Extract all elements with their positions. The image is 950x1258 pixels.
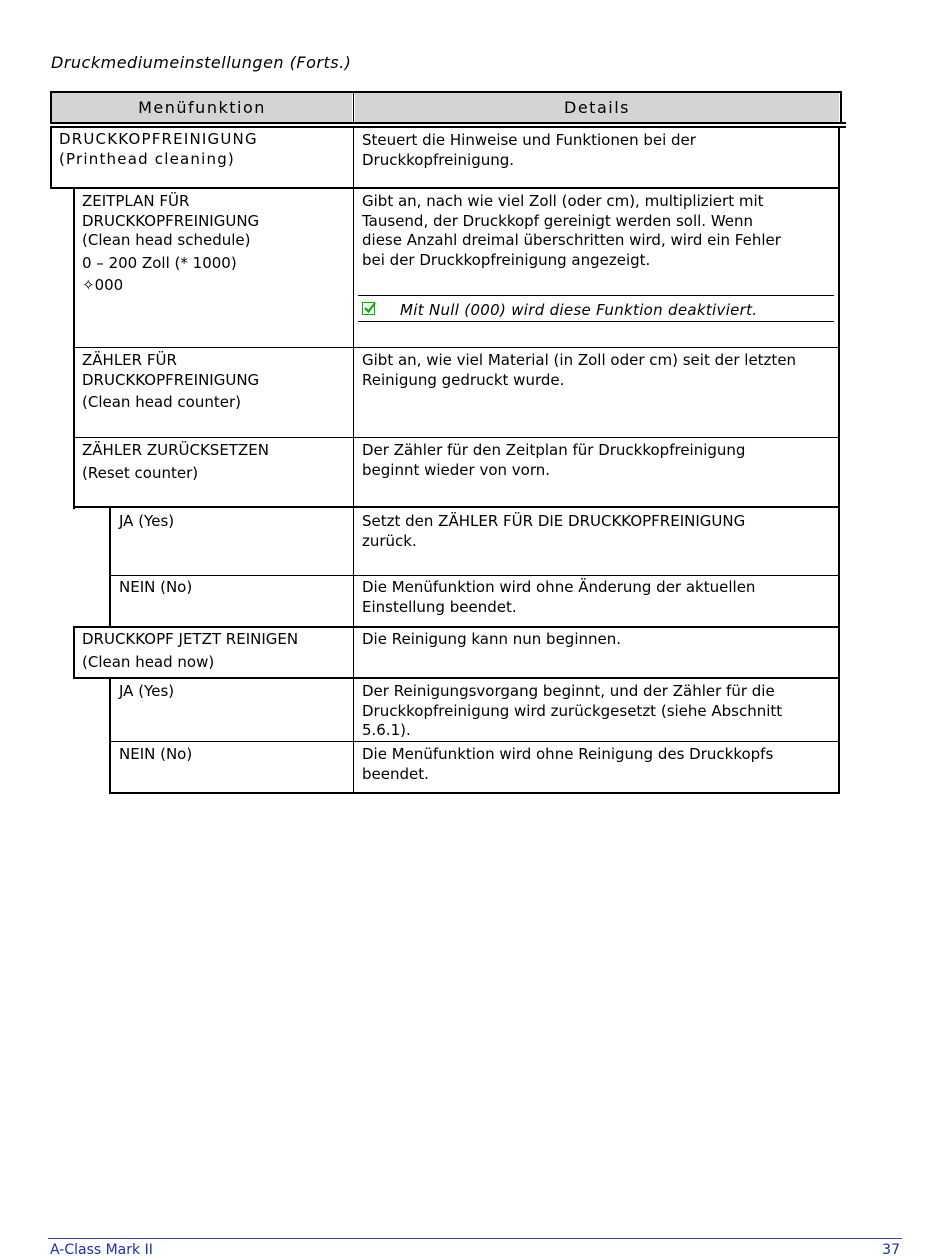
footer-product: A-Class Mark II	[50, 1242, 153, 1258]
header-menufunktion: Menüfunktion	[52, 93, 352, 122]
header-details: Details	[355, 93, 839, 122]
row-reset-no-details: Die Menüfunktion wird ohne Änderung der aktuellen Einstellung beendet.	[362, 578, 756, 616]
row-clean-now-no-menu: NEIN (No)	[119, 745, 193, 763]
row-clean-now-no-details: Die Menüfunktion wird ohne Reinigung des Druckkopfs beendet.	[362, 745, 774, 783]
footer-page-number: 37	[882, 1242, 900, 1258]
row-clean-head-schedule-menu: ZEITPLAN FÜR DRUCKKOPFREINIGUNG (Clean head schedule) 0 – 200 Zoll (* 1000) ✧000	[82, 192, 260, 294]
row-clean-head-now-details: Die Reinigung kann nun beginnen.	[362, 630, 621, 648]
row-reset-counter-details: Der Zähler für den Zeitplan für Druckkopfreinigung beginnt wieder von vorn.	[362, 441, 746, 479]
row-clean-head-counter-menu: ZÄHLER FÜR DRUCKKOPFREINIGUNG (Clean head counter)	[82, 351, 260, 411]
row-clean-now-yes-menu: JA (Yes)	[119, 682, 175, 700]
row-reset-yes-details: Setzt den ZÄHLER FÜR DIE DRUCKKOPFREINIGUNG zurück.	[362, 512, 746, 550]
row-printhead-cleaning-details: Steuert die Hinweise und Funktionen bei der Druckkopfreinigung.	[362, 131, 696, 169]
row-reset-counter-menu: ZÄHLER ZURÜCKSETZEN (Reset counter)	[82, 441, 269, 482]
row-clean-now-yes-details: Der Reinigungsvorgang beginnt, und der Zähler für die Druckkopfreinigung wird zurückgesetzt (siehe Abschnitt 5.6.1).	[362, 682, 783, 739]
row-printhead-cleaning-menu: DRUCKKOPFREINIGUNG (Printhead cleaning)	[59, 130, 258, 168]
row-clean-head-counter-details: Gibt an, wie viel Material (in Zoll oder cm) seit der letzten Reinigung gedruckt wurde.	[362, 351, 797, 389]
note-zero-disables: Mit Null (000) wird diese Funktion deaktiviert.	[400, 301, 758, 319]
row-reset-no-menu: NEIN (No)	[119, 578, 193, 596]
footer-divider	[48, 1238, 902, 1239]
page-subtitle: Druckmediumeinstellungen (Forts.)	[51, 53, 352, 72]
row-reset-yes-menu: JA (Yes)	[119, 512, 175, 530]
row-clean-head-schedule-details: Gibt an, nach wie viel Zoll (oder cm), multipliziert mit Tausend, der Druckkopf gereinigt werden soll. Wenn diese Anzahl dreimal überschritten wird, wird ein Fehler bei der Druckkopfreinigung angezeigt.	[362, 192, 781, 269]
row-clean-head-now-menu: DRUCKKOPF JETZT REINIGEN (Clean head now)	[82, 630, 299, 671]
checkmark-icon	[362, 302, 375, 315]
